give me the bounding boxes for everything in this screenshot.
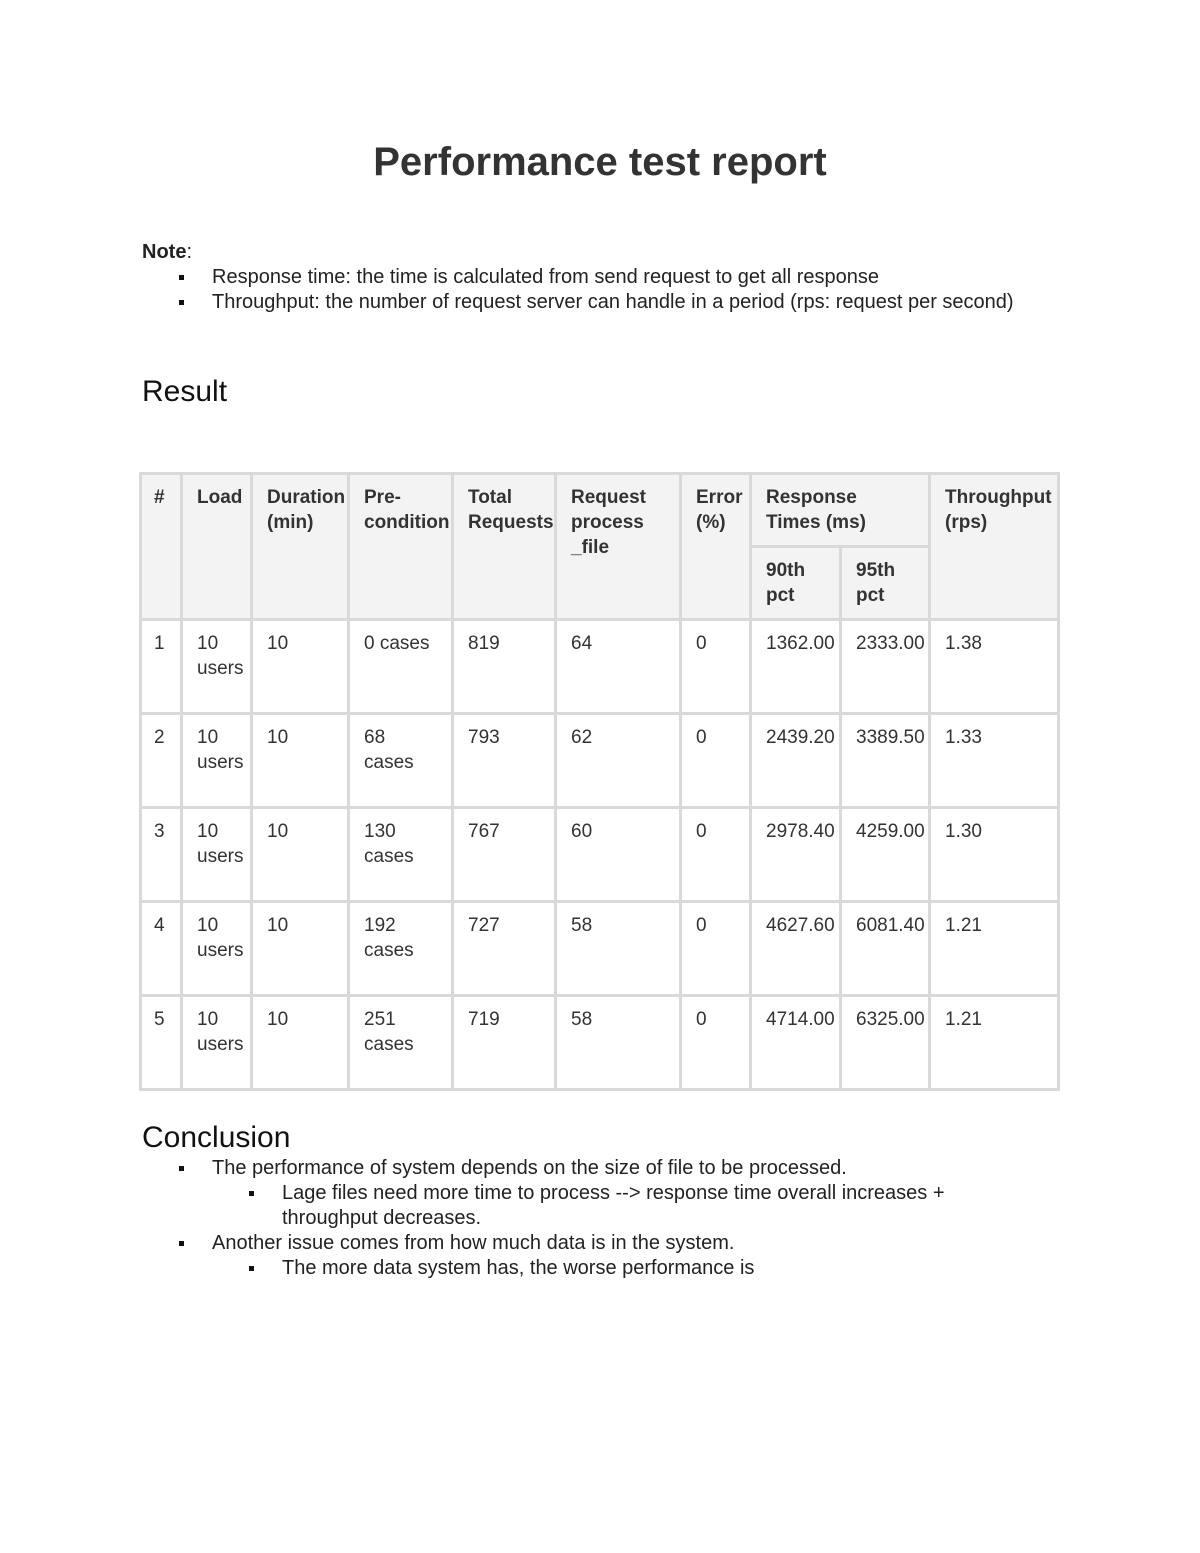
cell-throughput: 1.38 (930, 620, 1059, 714)
cell-load: 10 users (182, 714, 252, 808)
header-p95: 95th pct (841, 547, 930, 620)
cell-p90: 1362.00 (751, 620, 841, 714)
cell-p90: 4714.00 (751, 996, 841, 1090)
cell-num: 4 (141, 902, 182, 996)
header-error: Error (%) (681, 474, 751, 620)
cell-error: 0 (681, 808, 751, 902)
cell-duration: 10 (252, 996, 349, 1090)
cell-duration: 10 (252, 714, 349, 808)
cell-total-requests: 727 (453, 902, 556, 996)
conclusion-item (142, 1156, 1042, 1231)
header-throughput: Throughput (rps) (930, 474, 1059, 620)
page-title: Performance test report (373, 140, 827, 184)
cell-error: 0 (681, 714, 751, 808)
cell-duration: 10 (252, 902, 349, 996)
table-row (141, 808, 1059, 902)
cell-throughput: 1.21 (930, 902, 1059, 996)
table-row (141, 902, 1059, 996)
cell-total-requests: 793 (453, 714, 556, 808)
cell-p95: 2333.00 (841, 620, 930, 714)
conclusion-section (142, 1156, 1042, 1281)
note-heading (142, 240, 1042, 265)
cell-p95: 6325.00 (841, 996, 930, 1090)
cell-p90: 2439.20 (751, 714, 841, 808)
cell-error: 0 (681, 996, 751, 1090)
cell-process-file: 58 (556, 902, 681, 996)
cell-error: 0 (681, 620, 751, 714)
header-precondition: Pre-condition (349, 474, 453, 620)
cell-precondition: 130 cases (349, 808, 453, 902)
cell-process-file: 60 (556, 808, 681, 902)
note-item-throughput: Throughput: the number of request server can handle in a period (rps: request per second) (142, 290, 1042, 315)
cell-precondition: 251 cases (349, 996, 453, 1090)
cell-throughput: 1.33 (930, 714, 1059, 808)
conclusion-item-text: Another issue comes from how much data is in the system. (212, 1232, 735, 1254)
results-table (139, 472, 1060, 1091)
cell-process-file: 64 (556, 620, 681, 714)
cell-precondition: 192 cases (349, 902, 453, 996)
conclusion-subitem: The more data system has, the worse performance is (212, 1256, 1042, 1281)
cell-duration: 10 (252, 620, 349, 714)
cell-p95: 3389.50 (841, 714, 930, 808)
cell-total-requests: 819 (453, 620, 556, 714)
conclusion-list (142, 1156, 1042, 1281)
cell-num: 1 (141, 620, 182, 714)
result-heading: Result (142, 375, 228, 408)
cell-num: 2 (141, 714, 182, 808)
header-duration: Duration (min) (252, 474, 349, 620)
cell-num: 5 (141, 996, 182, 1090)
conclusion-sublist (212, 1256, 1042, 1281)
cell-p95: 6081.40 (841, 902, 930, 996)
table-row (141, 714, 1059, 808)
note-label: Note (142, 241, 187, 263)
conclusion-item-text: The performance of system depends on the size of file to be processed. (212, 1157, 847, 1179)
cell-total-requests: 767 (453, 808, 556, 902)
note-list (142, 265, 1042, 315)
cell-duration: 10 (252, 808, 349, 902)
table-row (141, 620, 1059, 714)
note-colon: : (186, 241, 193, 263)
cell-load: 10 users (182, 808, 252, 902)
cell-process-file: 58 (556, 996, 681, 1090)
cell-total-requests: 719 (453, 996, 556, 1090)
cell-p95: 4259.00 (841, 808, 930, 902)
header-p90: 90th pct (751, 547, 841, 620)
note-item-response-time: Response time: the time is calculated from send request to get all response (142, 265, 1042, 290)
cell-precondition: 0 cases (349, 620, 453, 714)
conclusion-subitem: Lage files need more time to process --> response time overall increases + throughput decreases. (212, 1181, 1042, 1231)
cell-error: 0 (681, 902, 751, 996)
cell-num: 3 (141, 808, 182, 902)
cell-throughput: 1.30 (930, 808, 1059, 902)
cell-load: 10 users (182, 620, 252, 714)
table-row (141, 996, 1059, 1090)
cell-load: 10 users (182, 902, 252, 996)
header-request-process-file: Request process _file (556, 474, 681, 620)
cell-precondition: 68 cases (349, 714, 453, 808)
table-header-row (141, 474, 1059, 547)
header-response-times: Response Times (ms) (751, 474, 930, 547)
conclusion-heading: Conclusion (142, 1121, 291, 1154)
header-total-requests: Total Requests (453, 474, 556, 620)
cell-process-file: 62 (556, 714, 681, 808)
conclusion-sublist (212, 1181, 1042, 1231)
cell-load: 10 users (182, 996, 252, 1090)
header-load: Load (182, 474, 252, 620)
cell-p90: 4627.60 (751, 902, 841, 996)
note-section (142, 240, 1042, 315)
header-num: # (141, 474, 182, 620)
conclusion-item (142, 1231, 1042, 1281)
cell-p90: 2978.40 (751, 808, 841, 902)
cell-throughput: 1.21 (930, 996, 1059, 1090)
